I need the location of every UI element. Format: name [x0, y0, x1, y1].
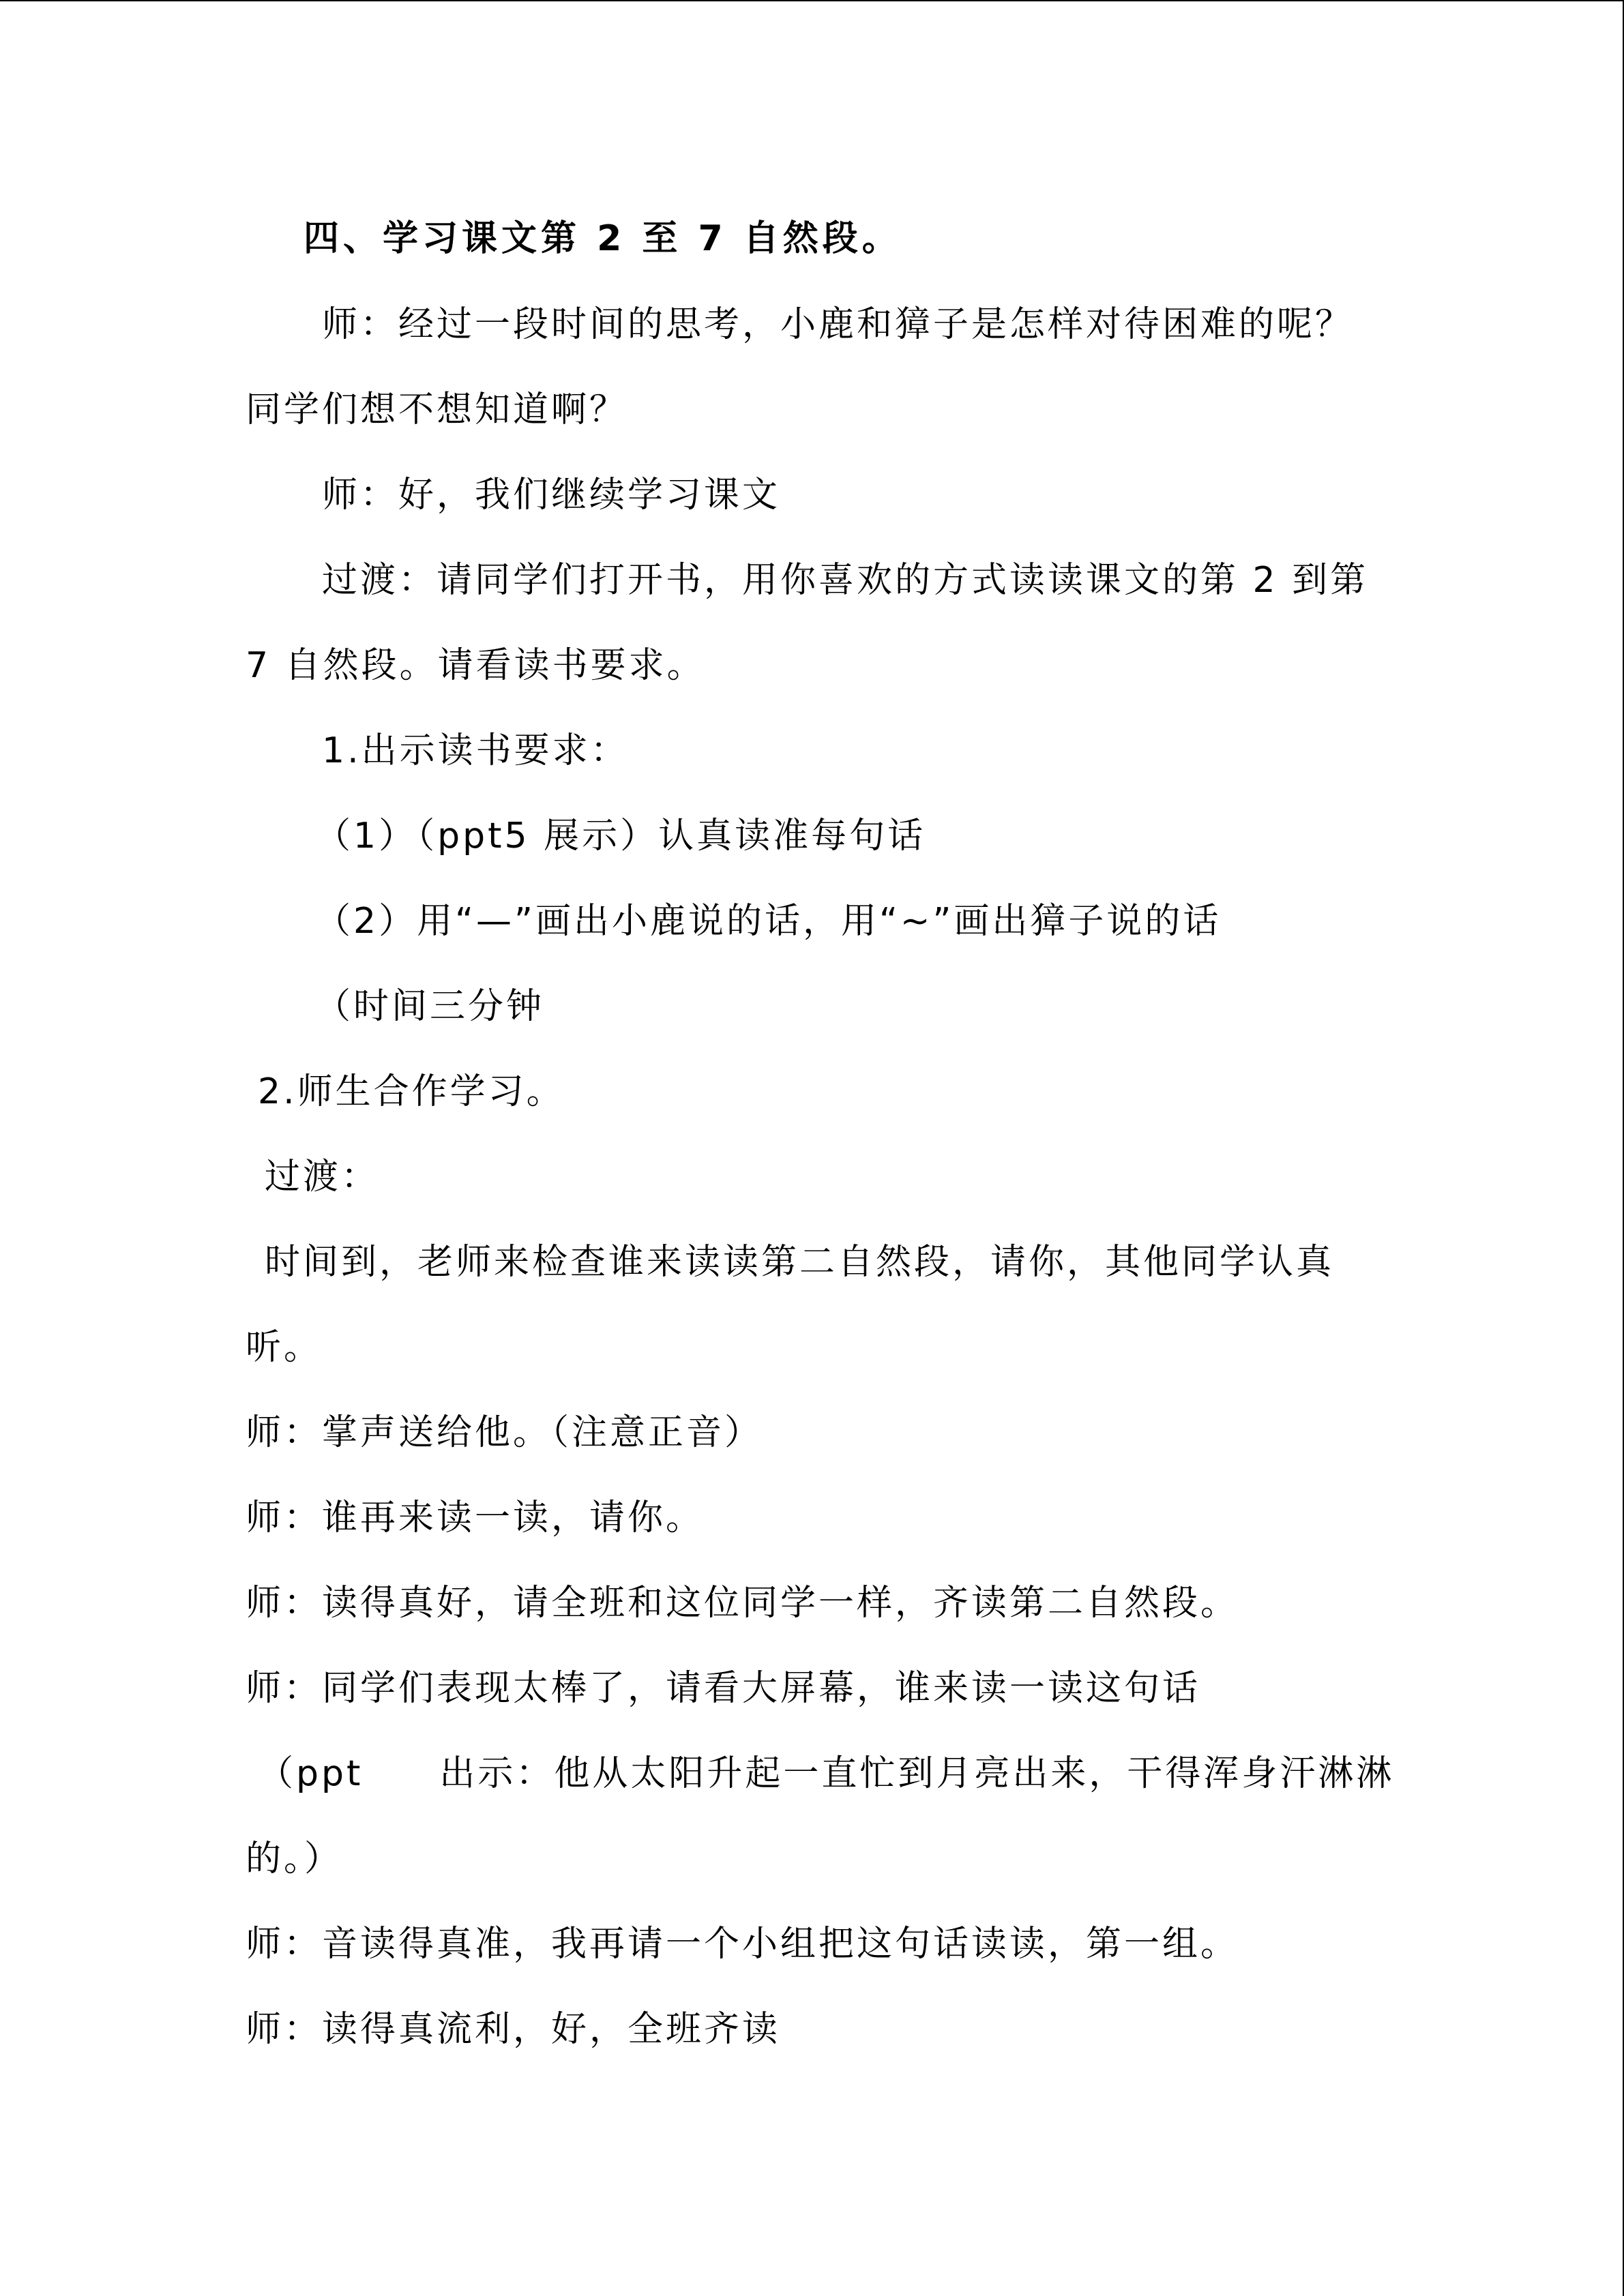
paragraph-line: 师：掌声送给他。（注意正音）: [246, 1412, 763, 1453]
paragraph-line: 过渡：: [265, 1157, 380, 1197]
paragraph-line: （ppt 出示：他从太阳升起一直忙到月亮出来，干得浑身汗淋淋: [258, 1753, 1395, 1794]
paragraph-line: 师：谁再来读一读，请你。: [246, 1497, 705, 1538]
paragraph-line: 1.出示读书要求：: [322, 730, 629, 771]
paragraph-line: 同学们想不想知道啊？: [246, 389, 628, 430]
paragraph-line: 师：好，我们继续学习课文: [322, 475, 781, 516]
paragraph-line: 师：读得真好，请全班和这位同学一样，齐读第二自然段。: [246, 1583, 1239, 1624]
paragraph-line: （1）（ppt5 展示）认真读准每句话: [315, 816, 926, 856]
paragraph-line: 师：音读得真准，我再请一个小组把这句话读读，第一组。: [246, 1924, 1239, 1965]
paragraph-line: 过渡：请同学们打开书，用你喜欢的方式读读课文的第 2 到第: [322, 560, 1369, 601]
paragraph-line: 2.师生合作学习。: [258, 1071, 565, 1112]
paragraph-line: 的。）: [246, 1838, 343, 1879]
section-heading: 四、学习课文第 2 至 7 自然段。: [304, 218, 902, 259]
paragraph-line: 师：同学们表现太棒了，请看大屏幕，谁来读一读这句话: [246, 1668, 1201, 1709]
paragraph-line: 听。: [246, 1327, 323, 1368]
paragraph-line: （2）用“—”画出小鹿说的话，用“~”画出獐子说的话: [315, 901, 1222, 942]
paragraph-line: 师：经过一段时间的思考，小鹿和獐子是怎样对待困难的呢？: [322, 304, 1354, 345]
paragraph-line: 7 自然段。请看读书要求。: [246, 645, 705, 686]
paragraph-line: 师：读得真流利，好，全班齐读: [246, 2009, 781, 2050]
paragraph-line: （时间三分钟: [315, 986, 545, 1027]
paragraph-line: 时间到，老师来检查谁来读读第二自然段，请你，其他同学认真: [265, 1242, 1335, 1283]
